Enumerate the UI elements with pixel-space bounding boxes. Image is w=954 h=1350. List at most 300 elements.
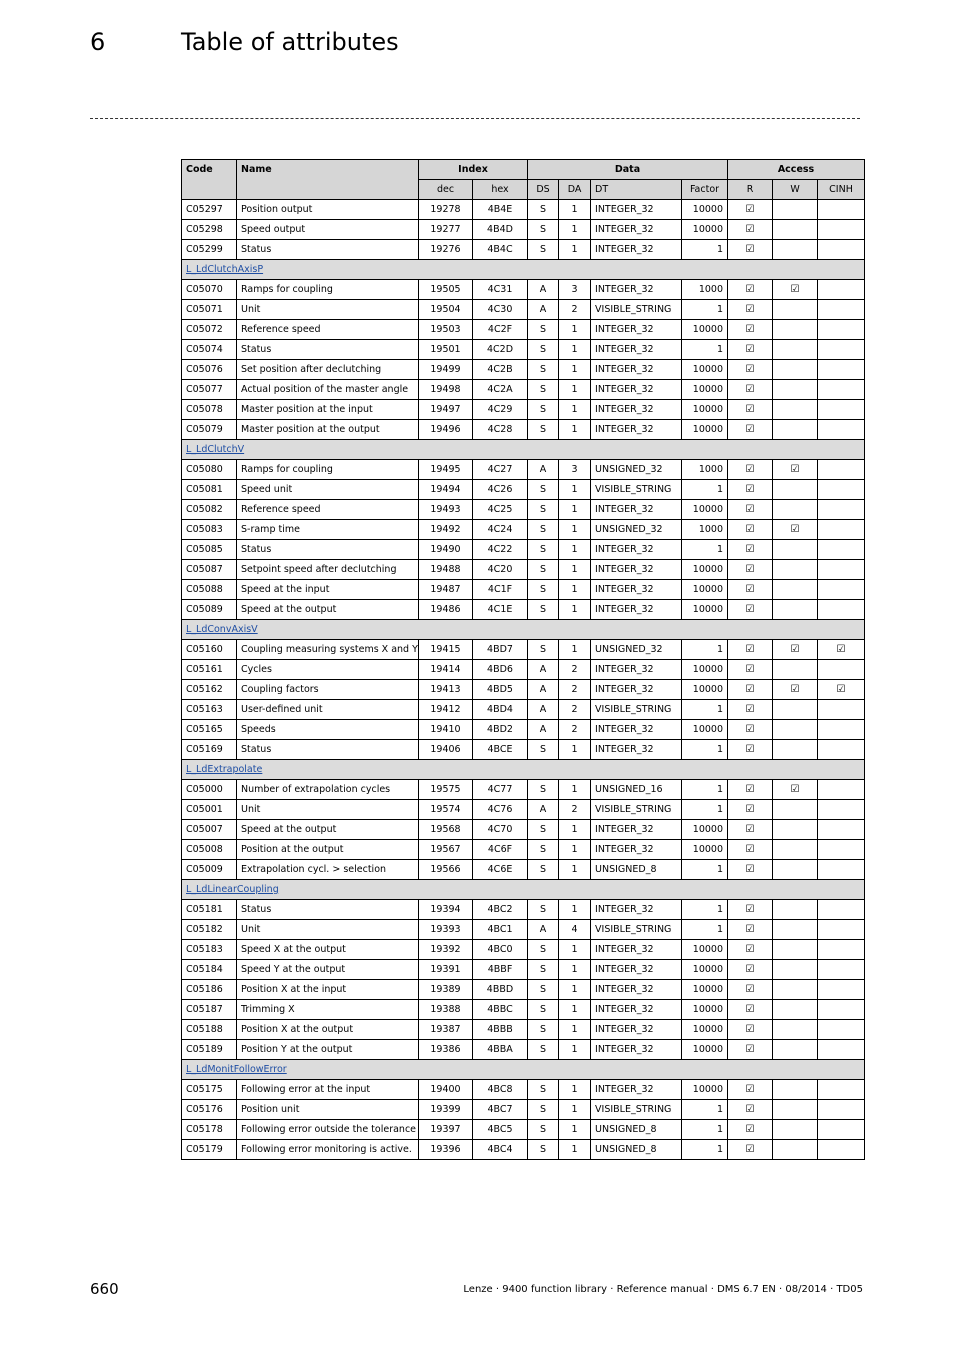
ds-cell: A bbox=[528, 720, 559, 740]
read-access-cell: ☑ bbox=[728, 860, 773, 880]
table-row bbox=[182, 900, 865, 920]
code-cell: C05071 bbox=[182, 300, 237, 320]
read-access-cell: ☑ bbox=[728, 320, 773, 340]
cinh-cell bbox=[818, 840, 865, 860]
code-cell: C05000 bbox=[182, 780, 237, 800]
chapter-number: 6 bbox=[90, 28, 106, 56]
read-access-cell: ☑ bbox=[728, 560, 773, 580]
dt-cell: UNSIGNED_32 bbox=[591, 520, 682, 540]
write-access-cell bbox=[773, 400, 818, 420]
da-cell: 1 bbox=[559, 1000, 591, 1020]
hex-cell: 4BD7 bbox=[473, 640, 528, 660]
dec-cell: 19399 bbox=[419, 1100, 473, 1120]
name-cell: Setpoint speed after declutching bbox=[237, 560, 419, 580]
table-row bbox=[182, 200, 865, 220]
group-cell bbox=[182, 760, 865, 780]
cinh-cell bbox=[818, 820, 865, 840]
factor-cell: 1000 bbox=[682, 460, 728, 480]
table-row bbox=[182, 860, 865, 880]
write-access-cell bbox=[773, 900, 818, 920]
dt-cell: INTEGER_32 bbox=[591, 560, 682, 580]
ds-cell: S bbox=[528, 780, 559, 800]
write-access-cell bbox=[773, 220, 818, 240]
cinh-cell bbox=[818, 920, 865, 940]
ds-cell: S bbox=[528, 540, 559, 560]
table-row bbox=[182, 400, 865, 420]
dt-cell: VISIBLE_STRING bbox=[591, 800, 682, 820]
da-cell: 1 bbox=[559, 340, 591, 360]
table-row bbox=[182, 420, 865, 440]
name-cell: Coupling measuring systems X and Y bbox=[237, 640, 419, 660]
table-row bbox=[182, 1100, 865, 1120]
name-cell: Following error monitoring is active. bbox=[237, 1140, 419, 1160]
ds-cell: A bbox=[528, 280, 559, 300]
da-cell: 1 bbox=[559, 860, 591, 880]
write-access-cell bbox=[773, 580, 818, 600]
write-access-cell bbox=[773, 500, 818, 520]
write-access-cell bbox=[773, 1000, 818, 1020]
name-cell: Speed output bbox=[237, 220, 419, 240]
cinh-cell bbox=[818, 320, 865, 340]
cinh-cell bbox=[818, 340, 865, 360]
da-cell: 2 bbox=[559, 700, 591, 720]
cinh-cell bbox=[818, 1100, 865, 1120]
header-w: W bbox=[773, 180, 818, 200]
dec-cell: 19393 bbox=[419, 920, 473, 940]
read-access-cell: ☑ bbox=[728, 940, 773, 960]
group-cell bbox=[182, 1060, 865, 1080]
da-cell: 1 bbox=[559, 380, 591, 400]
hex-cell: 4BBA bbox=[473, 1040, 528, 1060]
name-cell: Speed Y at the output bbox=[237, 960, 419, 980]
dec-cell: 19386 bbox=[419, 1040, 473, 1060]
ds-cell: S bbox=[528, 1080, 559, 1100]
hex-cell: 4C2A bbox=[473, 380, 528, 400]
cinh-cell bbox=[818, 700, 865, 720]
da-cell: 1 bbox=[559, 480, 591, 500]
table-row bbox=[182, 1020, 865, 1040]
da-cell: 1 bbox=[559, 540, 591, 560]
name-cell: Number of extrapolation cycles bbox=[237, 780, 419, 800]
ds-cell: S bbox=[528, 840, 559, 860]
code-cell: C05080 bbox=[182, 460, 237, 480]
da-cell: 1 bbox=[559, 400, 591, 420]
dec-cell: 19503 bbox=[419, 320, 473, 340]
table-row bbox=[182, 680, 865, 700]
read-access-cell: ☑ bbox=[728, 700, 773, 720]
header-dt: DT bbox=[591, 180, 682, 200]
table-row bbox=[182, 480, 865, 500]
group-cell bbox=[182, 260, 865, 280]
cinh-cell bbox=[818, 360, 865, 380]
table-row bbox=[182, 340, 865, 360]
write-access-cell bbox=[773, 360, 818, 380]
code-cell: C05181 bbox=[182, 900, 237, 920]
dt-cell: VISIBLE_STRING bbox=[591, 700, 682, 720]
cinh-cell bbox=[818, 420, 865, 440]
da-cell: 1 bbox=[559, 520, 591, 540]
name-cell: Status bbox=[237, 340, 419, 360]
read-access-cell: ☑ bbox=[728, 220, 773, 240]
da-cell: 1 bbox=[559, 580, 591, 600]
da-cell: 1 bbox=[559, 780, 591, 800]
table-row bbox=[182, 800, 865, 820]
cinh-cell bbox=[818, 200, 865, 220]
dec-cell: 19505 bbox=[419, 280, 473, 300]
group-cell bbox=[182, 440, 865, 460]
factor-cell: 10000 bbox=[682, 660, 728, 680]
ds-cell: S bbox=[528, 320, 559, 340]
table-row bbox=[182, 460, 865, 480]
read-access-cell: ☑ bbox=[728, 280, 773, 300]
code-cell: C05187 bbox=[182, 1000, 237, 1020]
dec-cell: 19276 bbox=[419, 240, 473, 260]
dt-cell: VISIBLE_STRING bbox=[591, 300, 682, 320]
write-access-cell bbox=[773, 860, 818, 880]
header-ds: DS bbox=[528, 180, 559, 200]
da-cell: 2 bbox=[559, 720, 591, 740]
hex-cell: 4C6E bbox=[473, 860, 528, 880]
hex-cell: 4BBF bbox=[473, 960, 528, 980]
code-cell: C05175 bbox=[182, 1080, 237, 1100]
dec-cell: 19488 bbox=[419, 560, 473, 580]
dt-cell: INTEGER_32 bbox=[591, 960, 682, 980]
da-cell: 1 bbox=[559, 200, 591, 220]
hex-cell: 4C6F bbox=[473, 840, 528, 860]
cinh-cell bbox=[818, 1140, 865, 1160]
code-cell: C05179 bbox=[182, 1140, 237, 1160]
code-cell: C05076 bbox=[182, 360, 237, 380]
cinh-cell bbox=[818, 500, 865, 520]
dec-cell: 19567 bbox=[419, 840, 473, 860]
dec-cell: 19397 bbox=[419, 1120, 473, 1140]
name-cell: Speed unit bbox=[237, 480, 419, 500]
write-access-cell bbox=[773, 700, 818, 720]
hex-cell: 4C2F bbox=[473, 320, 528, 340]
factor-cell: 1 bbox=[682, 1140, 728, 1160]
cinh-cell bbox=[818, 980, 865, 1000]
cinh-cell bbox=[818, 240, 865, 260]
name-cell: Speed X at the output bbox=[237, 940, 419, 960]
code-cell: C05087 bbox=[182, 560, 237, 580]
da-cell: 1 bbox=[559, 1140, 591, 1160]
dt-cell: INTEGER_32 bbox=[591, 420, 682, 440]
write-access-cell bbox=[773, 720, 818, 740]
read-access-cell: ☑ bbox=[728, 1100, 773, 1120]
da-cell: 2 bbox=[559, 660, 591, 680]
hex-cell: 4C1E bbox=[473, 600, 528, 620]
da-cell: 1 bbox=[559, 240, 591, 260]
factor-cell: 10000 bbox=[682, 840, 728, 860]
factor-cell: 10000 bbox=[682, 960, 728, 980]
function-block-link[interactable]: L_LdLinearCoupling bbox=[186, 883, 279, 895]
factor-cell: 1000 bbox=[682, 280, 728, 300]
dec-cell: 19410 bbox=[419, 720, 473, 740]
function-block-link[interactable]: L_LdClutchV bbox=[186, 443, 245, 455]
factor-cell: 10000 bbox=[682, 1000, 728, 1020]
write-access-cell bbox=[773, 200, 818, 220]
group-row bbox=[182, 760, 865, 780]
table-row bbox=[182, 840, 865, 860]
code-cell: C05297 bbox=[182, 200, 237, 220]
table-body bbox=[182, 200, 865, 1160]
da-cell: 1 bbox=[559, 1080, 591, 1100]
da-cell: 1 bbox=[559, 740, 591, 760]
read-access-cell: ☑ bbox=[728, 480, 773, 500]
name-cell: Speeds bbox=[237, 720, 419, 740]
factor-cell: 10000 bbox=[682, 220, 728, 240]
name-cell: Following error at the input bbox=[237, 1080, 419, 1100]
name-cell: Unit bbox=[237, 300, 419, 320]
table-row bbox=[182, 1120, 865, 1140]
name-cell: Status bbox=[237, 900, 419, 920]
read-access-cell: ☑ bbox=[728, 540, 773, 560]
read-access-cell: ☑ bbox=[728, 640, 773, 660]
table-row bbox=[182, 780, 865, 800]
dec-cell: 19493 bbox=[419, 500, 473, 520]
write-access-cell bbox=[773, 740, 818, 760]
code-cell: C05189 bbox=[182, 1040, 237, 1060]
write-access-cell bbox=[773, 960, 818, 980]
hex-cell: 4C26 bbox=[473, 480, 528, 500]
header-cinh: CINH bbox=[818, 180, 865, 200]
dec-cell: 19504 bbox=[419, 300, 473, 320]
table-row bbox=[182, 720, 865, 740]
code-cell: C05088 bbox=[182, 580, 237, 600]
hex-cell: 4BD5 bbox=[473, 680, 528, 700]
dec-cell: 19497 bbox=[419, 400, 473, 420]
factor-cell: 10000 bbox=[682, 1020, 728, 1040]
dt-cell: VISIBLE_STRING bbox=[591, 1100, 682, 1120]
name-cell: Status bbox=[237, 740, 419, 760]
write-access-cell bbox=[773, 380, 818, 400]
read-access-cell: ☑ bbox=[728, 460, 773, 480]
read-access-cell: ☑ bbox=[728, 780, 773, 800]
read-access-cell: ☑ bbox=[728, 1020, 773, 1040]
name-cell: Actual position of the master angle bbox=[237, 380, 419, 400]
group-row bbox=[182, 440, 865, 460]
hex-cell: 4BD2 bbox=[473, 720, 528, 740]
write-access-cell: ☑ bbox=[773, 520, 818, 540]
dt-cell: INTEGER_32 bbox=[591, 940, 682, 960]
cinh-cell bbox=[818, 300, 865, 320]
header-data: Data bbox=[528, 160, 728, 180]
dec-cell: 19412 bbox=[419, 700, 473, 720]
hex-cell: 4C22 bbox=[473, 540, 528, 560]
cinh-cell bbox=[818, 220, 865, 240]
dt-cell: INTEGER_32 bbox=[591, 340, 682, 360]
cinh-cell bbox=[818, 380, 865, 400]
cinh-cell bbox=[818, 400, 865, 420]
cinh-cell bbox=[818, 960, 865, 980]
write-access-cell: ☑ bbox=[773, 280, 818, 300]
factor-cell: 1 bbox=[682, 780, 728, 800]
table-row bbox=[182, 320, 865, 340]
group-cell bbox=[182, 620, 865, 640]
hex-cell: 4B4C bbox=[473, 240, 528, 260]
write-access-cell bbox=[773, 300, 818, 320]
dec-cell: 19415 bbox=[419, 640, 473, 660]
read-access-cell: ☑ bbox=[728, 960, 773, 980]
footer-text: Lenze · 9400 function library · Reference manual · DMS 6.7 EN · 08/2014 · TD05 bbox=[463, 1284, 863, 1295]
code-cell: C05082 bbox=[182, 500, 237, 520]
ds-cell: A bbox=[528, 460, 559, 480]
factor-cell: 1 bbox=[682, 240, 728, 260]
name-cell: Following error outside the tolerance bbox=[237, 1120, 419, 1140]
header-factor: Factor bbox=[682, 180, 728, 200]
function-block-link[interactable]: L_LdExtrapolate bbox=[186, 763, 263, 775]
cinh-cell bbox=[818, 800, 865, 820]
read-access-cell: ☑ bbox=[728, 360, 773, 380]
name-cell: Position output bbox=[237, 200, 419, 220]
dt-cell: INTEGER_32 bbox=[591, 1040, 682, 1060]
code-cell: C05081 bbox=[182, 480, 237, 500]
name-cell: Unit bbox=[237, 920, 419, 940]
hex-cell: 4C2B bbox=[473, 360, 528, 380]
factor-cell: 1000 bbox=[682, 520, 728, 540]
cinh-cell bbox=[818, 540, 865, 560]
hex-cell: 4BC4 bbox=[473, 1140, 528, 1160]
function-block-link[interactable]: L_LdClutchAxisP bbox=[186, 263, 264, 275]
table-row bbox=[182, 660, 865, 680]
ds-cell: S bbox=[528, 1140, 559, 1160]
dt-cell: INTEGER_32 bbox=[591, 740, 682, 760]
hex-cell: 4BC5 bbox=[473, 1120, 528, 1140]
table-row bbox=[182, 940, 865, 960]
ds-cell: S bbox=[528, 1020, 559, 1040]
write-access-cell bbox=[773, 480, 818, 500]
header-row-top bbox=[182, 160, 865, 180]
cinh-cell bbox=[818, 900, 865, 920]
group-row bbox=[182, 880, 865, 900]
code-cell: C05070 bbox=[182, 280, 237, 300]
header-divider bbox=[90, 118, 860, 119]
da-cell: 1 bbox=[559, 1040, 591, 1060]
factor-cell: 10000 bbox=[682, 200, 728, 220]
dec-cell: 19568 bbox=[419, 820, 473, 840]
name-cell: Ramps for coupling bbox=[237, 280, 419, 300]
read-access-cell: ☑ bbox=[728, 720, 773, 740]
table-row bbox=[182, 1140, 865, 1160]
ds-cell: A bbox=[528, 800, 559, 820]
ds-cell: S bbox=[528, 340, 559, 360]
group-row bbox=[182, 1060, 865, 1080]
header-dec: dec bbox=[419, 180, 473, 200]
cinh-cell bbox=[818, 1120, 865, 1140]
dt-cell: INTEGER_32 bbox=[591, 1080, 682, 1100]
factor-cell: 10000 bbox=[682, 820, 728, 840]
da-cell: 1 bbox=[559, 600, 591, 620]
dt-cell: INTEGER_32 bbox=[591, 380, 682, 400]
group-cell bbox=[182, 880, 865, 900]
da-cell: 1 bbox=[559, 960, 591, 980]
cinh-cell bbox=[818, 600, 865, 620]
table-row bbox=[182, 1080, 865, 1100]
hex-cell: 4BC2 bbox=[473, 900, 528, 920]
factor-cell: 10000 bbox=[682, 420, 728, 440]
hex-cell: 4BD4 bbox=[473, 700, 528, 720]
ds-cell: S bbox=[528, 220, 559, 240]
code-cell: C05077 bbox=[182, 380, 237, 400]
ds-cell: S bbox=[528, 560, 559, 580]
ds-cell: A bbox=[528, 680, 559, 700]
dt-cell: UNSIGNED_16 bbox=[591, 780, 682, 800]
dec-cell: 19486 bbox=[419, 600, 473, 620]
dec-cell: 19495 bbox=[419, 460, 473, 480]
attributes-table bbox=[181, 159, 865, 1160]
function-block-link[interactable]: L_LdConvAxisV bbox=[186, 623, 258, 635]
name-cell: Position at the output bbox=[237, 840, 419, 860]
factor-cell: 10000 bbox=[682, 940, 728, 960]
hex-cell: 4BCE bbox=[473, 740, 528, 760]
read-access-cell: ☑ bbox=[728, 900, 773, 920]
hex-cell: 4C76 bbox=[473, 800, 528, 820]
da-cell: 1 bbox=[559, 320, 591, 340]
table-row bbox=[182, 300, 865, 320]
dec-cell: 19389 bbox=[419, 980, 473, 1000]
cinh-cell bbox=[818, 720, 865, 740]
dec-cell: 19487 bbox=[419, 580, 473, 600]
write-access-cell bbox=[773, 840, 818, 860]
hex-cell: 4C1F bbox=[473, 580, 528, 600]
code-cell: C05161 bbox=[182, 660, 237, 680]
factor-cell: 10000 bbox=[682, 600, 728, 620]
dt-cell: INTEGER_32 bbox=[591, 500, 682, 520]
factor-cell: 10000 bbox=[682, 1080, 728, 1100]
ds-cell: S bbox=[528, 940, 559, 960]
header-row-bottom bbox=[182, 180, 865, 200]
hex-cell: 4BC7 bbox=[473, 1100, 528, 1120]
name-cell: Extrapolation cycl. > selection bbox=[237, 860, 419, 880]
table-row bbox=[182, 380, 865, 400]
write-access-cell bbox=[773, 1080, 818, 1100]
write-access-cell bbox=[773, 920, 818, 940]
code-cell: C05001 bbox=[182, 800, 237, 820]
hex-cell: 4C28 bbox=[473, 420, 528, 440]
dt-cell: INTEGER_32 bbox=[591, 1000, 682, 1020]
factor-cell: 10000 bbox=[682, 560, 728, 580]
write-access-cell: ☑ bbox=[773, 780, 818, 800]
header-code: Code bbox=[182, 160, 237, 180]
dt-cell: INTEGER_32 bbox=[591, 900, 682, 920]
cinh-cell bbox=[818, 1040, 865, 1060]
factor-cell: 1 bbox=[682, 800, 728, 820]
factor-cell: 10000 bbox=[682, 720, 728, 740]
da-cell: 1 bbox=[559, 640, 591, 660]
code-cell: C05299 bbox=[182, 240, 237, 260]
read-access-cell: ☑ bbox=[728, 500, 773, 520]
da-cell: 1 bbox=[559, 900, 591, 920]
write-access-cell: ☑ bbox=[773, 640, 818, 660]
dt-cell: INTEGER_32 bbox=[591, 840, 682, 860]
hex-cell: 4C70 bbox=[473, 820, 528, 840]
hex-cell: 4C27 bbox=[473, 460, 528, 480]
dec-cell: 19277 bbox=[419, 220, 473, 240]
dec-cell: 19574 bbox=[419, 800, 473, 820]
function-block-link[interactable]: L_LdMonitFollowError bbox=[186, 1063, 287, 1075]
name-cell: Unit bbox=[237, 800, 419, 820]
code-cell: C05163 bbox=[182, 700, 237, 720]
code-cell: C05089 bbox=[182, 600, 237, 620]
table-row bbox=[182, 740, 865, 760]
dec-cell: 19499 bbox=[419, 360, 473, 380]
dec-cell: 19388 bbox=[419, 1000, 473, 1020]
dec-cell: 19406 bbox=[419, 740, 473, 760]
read-access-cell: ☑ bbox=[728, 800, 773, 820]
cinh-cell: ☑ bbox=[818, 640, 865, 660]
code-cell: C05007 bbox=[182, 820, 237, 840]
name-cell: S-ramp time bbox=[237, 520, 419, 540]
